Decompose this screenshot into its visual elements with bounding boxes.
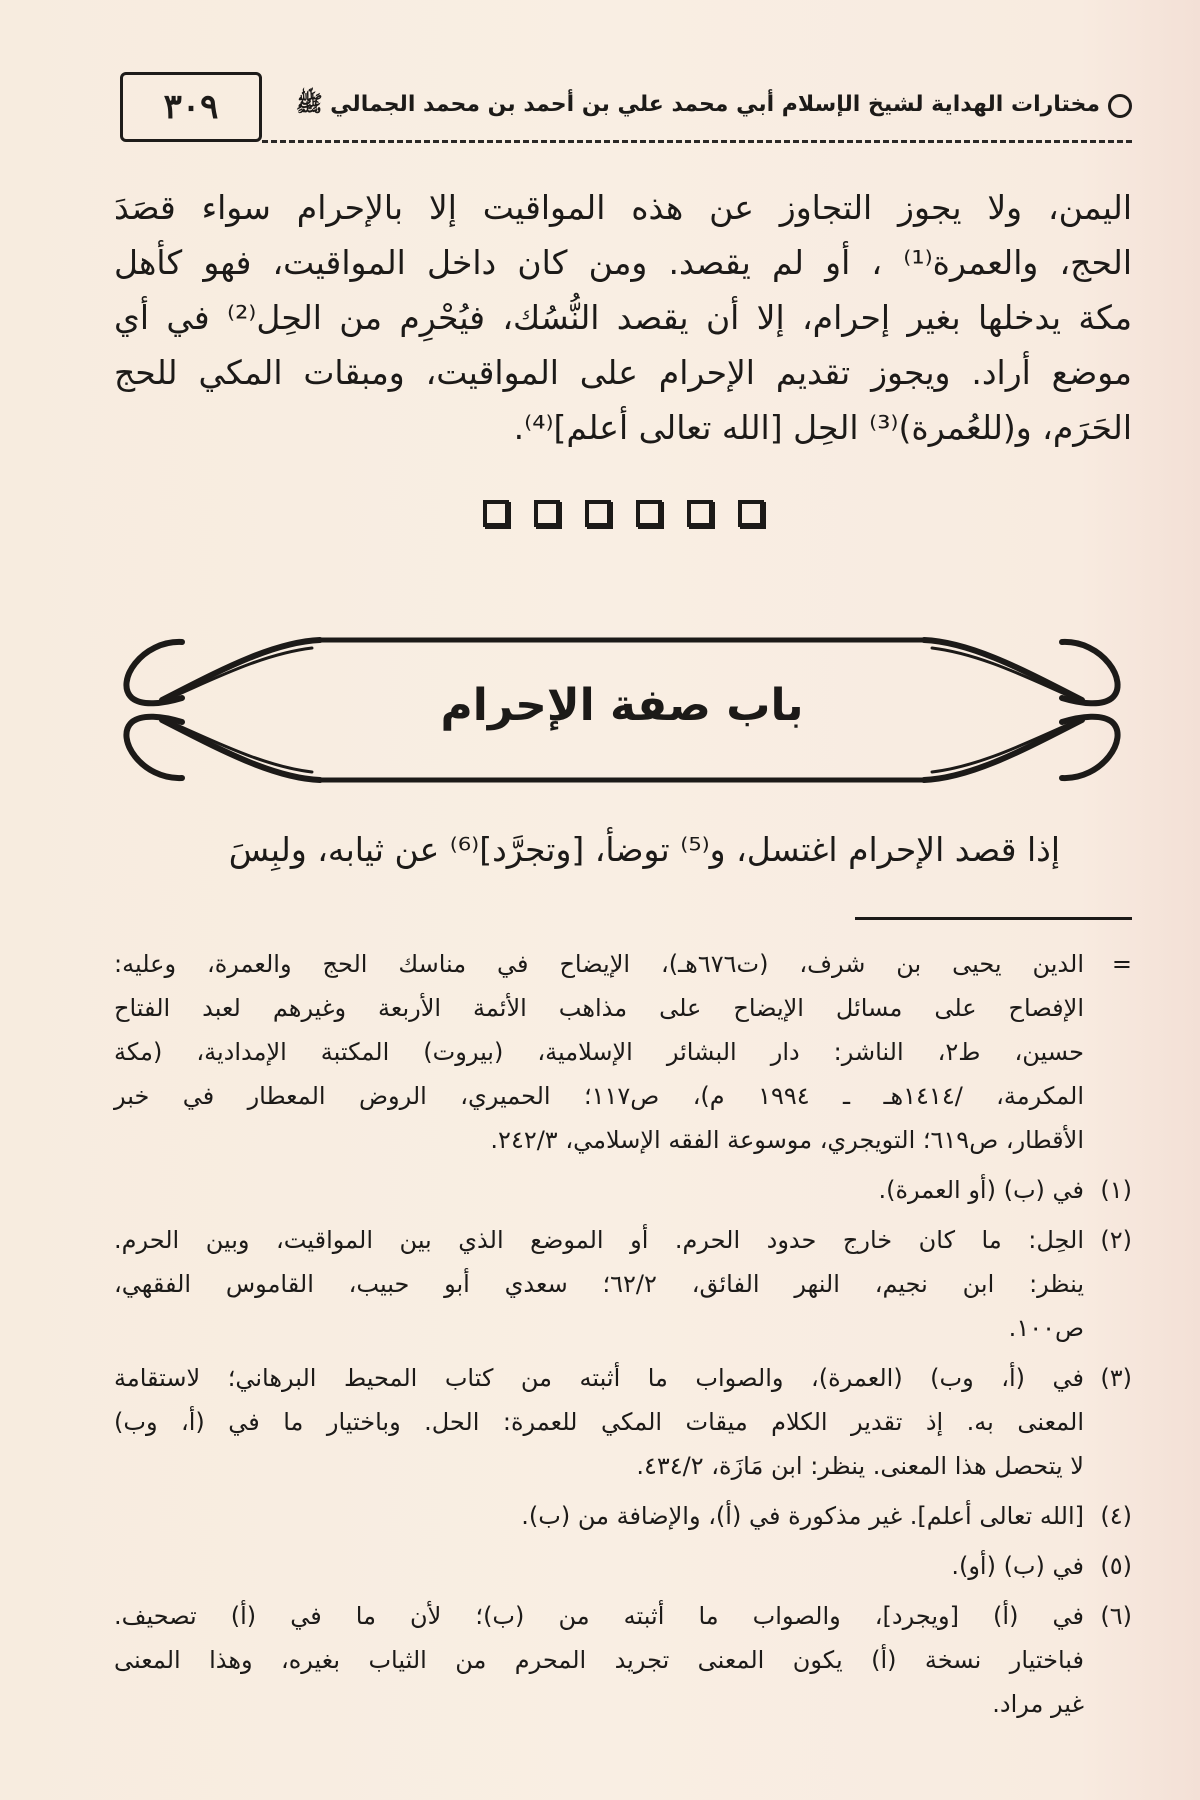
- footnotes: [114, 942, 1132, 1726]
- running-header: [296, 86, 1132, 126]
- body-paragraph-chapter: [229, 822, 1060, 877]
- body-line: الحج، والعمرة⁽¹⁾ ، أو لم يقصد. ومن كان داخل المواقيت، فهو كأهل: [114, 243, 1132, 282]
- footnote-marker: (٤): [1100, 1502, 1132, 1530]
- footnote-4: [114, 1494, 1132, 1538]
- chapter-banner: [122, 632, 1122, 788]
- square-ornament-icon: [687, 500, 713, 527]
- footnote-line: غير مراد.: [992, 1690, 1084, 1718]
- chapter-title: باب صفة الإحرام: [440, 680, 804, 731]
- footnote-continued: [114, 942, 1132, 1162]
- square-ornament-icon: [636, 500, 662, 527]
- footnote-line: لا يتحصل هذا المعنى. ينظر: ابن مَازَة، ٤٣٤/٢.: [636, 1452, 1084, 1480]
- body-line: إذا قصد الإحرام اغتسل، و⁽⁵⁾ توضأ، [وتجرَّد]⁽⁶⁾ عن ثيابه، ولبِسَ: [228, 830, 1060, 869]
- footnote-6: [114, 1594, 1132, 1726]
- body-line: اليمن، ولا يجوز التجاوز عن هذه المواقيت إلا بالإحرام سواء قصَدَ: [114, 188, 1132, 227]
- footnote-3: [114, 1356, 1132, 1488]
- footnote-5: [114, 1544, 1132, 1588]
- footnote-line: حسين، ط٢، الناشر: دار البشائر الإسلامية، (بيروت) المكتبة الإمدادية، (مكة: [114, 1038, 1085, 1066]
- footnote-line: ينظر: ابن نجيم، النهر الفائق، ٦٢/٢؛ سعدي أبو حبيب، القاموس الفقهي،: [114, 1270, 1084, 1298]
- footnote-line: المكرمة، /١٤١٤هـ ـ ١٩٩٤ م)، ص١١٧؛ الحميري، الروض المعطار في خبر: [114, 1082, 1085, 1110]
- footnote-marker: (٣): [1100, 1364, 1132, 1392]
- page-number: ٣٠٩: [163, 87, 219, 127]
- footnote-line: المعنى به. إذ تقدير الكلام ميقات المكي للعمرة: الحل. وباختيار ما في (أ، وب): [114, 1408, 1084, 1436]
- page-number-box: [120, 72, 262, 142]
- square-ornament-icon: [534, 500, 560, 527]
- footnote-marker: (٢): [1100, 1226, 1132, 1254]
- square-ornament-icon: [483, 500, 509, 527]
- footnote-line: فباختيار نسخة (أ) يكون المعنى تجريد المحرم من الثياب بغيره، وهذا المعنى: [114, 1646, 1084, 1674]
- header-dashed-rule: [262, 140, 1132, 143]
- square-ornament-icon: [585, 500, 611, 527]
- footnote-line: الأقطار، ص٦١٩؛ التويجري، موسوعة الفقه الإسلامي، ٢٤٢/٣.: [490, 1126, 1084, 1154]
- footnote-line: الإفصاح على مسائل الإيضاح على مذاهب الأئمة الأربعة وغيرهم لعبد الفتاح: [114, 994, 1084, 1022]
- body-line: موضع أراد. ويجوز تقديم الإحرام على المواقيت، ومبقات المكي للحج: [114, 353, 1132, 392]
- footnote-2: [114, 1218, 1132, 1350]
- square-ornament-icon: [738, 500, 764, 527]
- footnote-line: [الله تعالى أعلم]. غير مذكورة في (أ)، والإضافة من (ب).: [521, 1502, 1084, 1530]
- footnote-line: في (أ) [ويجرد]، والصواب ما أثبته من (ب)؛ لأن ما في (أ) تصحيف.: [114, 1602, 1084, 1630]
- body-paragraph-top: [114, 180, 1132, 455]
- body-line: مكة يدخلها بغير إحرام، إلا أن يقصد النُّسُك، فيُحْرِم من الحِل⁽²⁾ في أي: [114, 298, 1132, 337]
- footnote-line: في (ب) (أو العمرة).: [878, 1176, 1084, 1204]
- footnote-line: ص١٠٠.: [1008, 1314, 1084, 1342]
- section-separator: [483, 500, 764, 527]
- footnote-rule: [855, 917, 1132, 920]
- footnote-line: في (أ، وب) (العمرة)، والصواب ما أثبته من كتاب المحيط البرهاني؛ لاستقامة: [114, 1364, 1084, 1392]
- footnote-line: الدين يحيى بن شرف، (ت٦٧٦هـ)، الإيضاح في مناسك الحج والعمرة، وعليه:: [114, 950, 1085, 978]
- footnote-marker: =: [1111, 950, 1132, 978]
- footnote-line: في (ب) (أو).: [951, 1552, 1084, 1580]
- footnote-marker: (٦): [1100, 1602, 1132, 1630]
- footnote-marker: (١): [1100, 1176, 1132, 1204]
- footnote-marker: (٥): [1100, 1552, 1132, 1580]
- running-title-text: مختارات الهداية لشيخ الإسلام أبي محمد علي بن أحمد بن محمد الجمالي ﷺ: [295, 92, 1100, 117]
- footnote-line: الحِل: ما كان خارج حدود الحرم. أو الموضع الذي بين المواقيت، وبين الحرم.: [114, 1226, 1084, 1254]
- body-line: الحَرَم، و(للعُمرة)⁽³⁾ الحِل [الله تعالى أعلم]⁽⁴⁾.: [513, 408, 1132, 447]
- circle-icon: [1108, 94, 1132, 118]
- footnote-1: [114, 1168, 1132, 1212]
